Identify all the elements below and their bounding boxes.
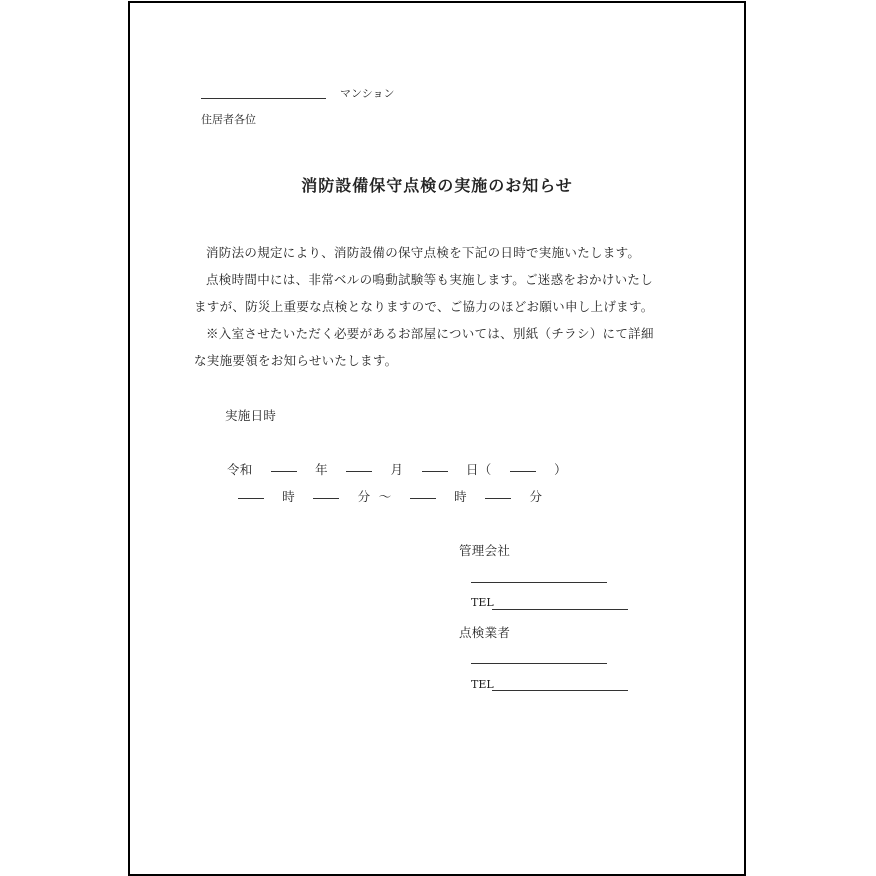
management-name-blank <box>471 581 607 583</box>
inspector-label: 点検業者 <box>459 625 511 640</box>
start-hour-label: 時 <box>282 489 296 504</box>
management-tel-blank <box>492 608 628 610</box>
body-line-1: 消防法の規定により、消防設備の保守点検を下記の日時で実施いたします。 <box>206 245 641 260</box>
inspector-tel-label: TEL <box>471 678 494 691</box>
month-label: 月 <box>390 462 404 477</box>
year-label: 年 <box>315 462 328 477</box>
document-title: 消防設備保守点検の実施のお知らせ <box>301 176 573 195</box>
era-label: 令和 <box>227 462 253 477</box>
year-blank <box>271 470 297 472</box>
inspector-tel-blank <box>492 689 628 691</box>
start-minute-blank <box>313 497 339 499</box>
inspector-name-blank <box>471 662 607 664</box>
weekday-close: ） <box>554 462 567 477</box>
start-hour-blank <box>238 497 264 499</box>
body-line-4: ※入室させたいただく必要があるお部屋については、別紙（チラシ）にて詳細 <box>206 326 654 341</box>
body-line-5: な実施要領をお知らせいたします。 <box>194 353 398 368</box>
month-blank <box>346 470 372 472</box>
start-minute-label: 分 <box>357 489 371 504</box>
day-blank <box>422 470 448 472</box>
end-hour-blank <box>410 497 436 499</box>
addressee: 住居者各位 <box>201 113 256 126</box>
end-hour-label: 時 <box>454 489 467 504</box>
management-tel-label: TEL <box>471 596 494 609</box>
end-minute-blank <box>485 497 511 499</box>
weekday-blank <box>510 470 536 472</box>
schedule-heading: 実施日時 <box>225 408 277 423</box>
mansion-suffix: マンション <box>340 87 395 100</box>
schedule-date-row <box>225 460 569 478</box>
body-line-2: 点検時間中には、非常ベルの鳴動試験等も実施します。ご迷惑をおかけいたし <box>206 272 654 287</box>
body-line-3: ますが、防災上重要な点検となりますので、ご協力のほどお願い申し上げます。 <box>194 299 654 314</box>
document-page <box>128 1 746 876</box>
schedule-time-row <box>226 487 544 505</box>
day-label: 日（ <box>465 462 492 477</box>
range-tilde: ～ <box>378 489 392 504</box>
end-minute-label: 分 <box>529 489 543 504</box>
management-company-label: 管理会社 <box>459 543 511 558</box>
mansion-name-blank <box>201 97 326 99</box>
